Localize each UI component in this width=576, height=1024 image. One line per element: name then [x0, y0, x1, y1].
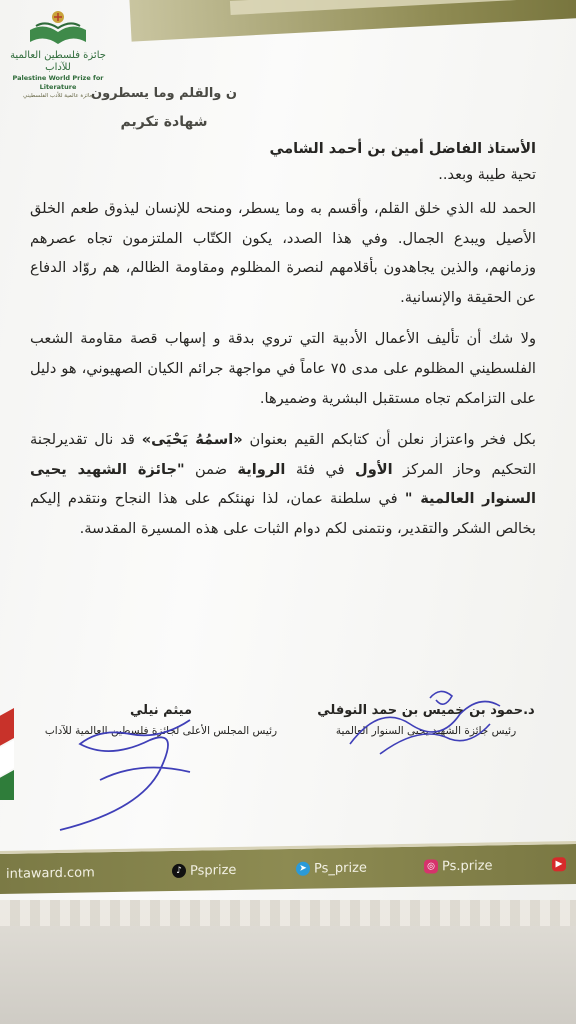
certificate-heading — [64, 80, 264, 136]
paragraph-2: ولا شك أن تأليف الأعمال الأدبية التي تروي بدقة و إسهاب قصة مقاومة الشعب الفلسطيني المظلوم على مدى ٧٥ عاماً في مواجهة جرائم الكيان الصهيوني، هو دليل على التزامكم تجاه مستقبل البشرية وضميرها. — [30, 330, 536, 407]
addressee-prefix: الأستاذ الفاضل — [428, 141, 536, 157]
telegram-icon: ➤ — [296, 862, 310, 876]
quran-verse: ن والقلم وما يسطرون — [91, 86, 237, 101]
signatory-name-right: د.حمود بن خميس بن حمد النوفلي — [317, 703, 535, 718]
prize-name: "جائزة الشهيد يحيى السنوار العالمية " — [30, 460, 536, 508]
addressee-name: أمين بن أحمد الشامي — [269, 141, 424, 157]
footer-tiktok[interactable] — [172, 862, 236, 878]
handwritten-signature-right — [340, 684, 510, 764]
instagram-handle: Ps.prize — [442, 857, 493, 874]
signatory-title-left: رئيس المجلس الأعلى لجائزة فلسطين العالمية للآداب — [44, 725, 278, 737]
logo-arabic-name: جائزة فلسطين العالمية للآداب — [10, 50, 106, 73]
p3-closing: في سلطنة عمان، لذا نهنئكم على هذا النجاح ونتقدم إليكم بخالص الشكر والتقدير، ونتمنى لكم دوام الثبات على هذه المسيرة المقدسة. — [30, 490, 536, 537]
p3-within: ضمن — [195, 460, 227, 478]
award-category: الرواية — [237, 460, 286, 478]
footer-telegram[interactable] — [296, 860, 367, 876]
footer-youtube[interactable] — [552, 857, 566, 871]
youtube-icon: ▶ — [552, 857, 566, 871]
telegram-handle: Ps_prize — [314, 860, 367, 877]
instagram-icon: ◎ — [424, 859, 438, 873]
paragraph-1: الحمد لله الذي خلق القلم، وأقسم به وما يسطر، ومنحه للإنسان ليذوق طعم الخلق الأصيل ويبدع الجمال. وفي هذا الصدد، يكون الكتّاب الملتزمون تجاه عصرهم وزمانهم، والذين يجاهدون بأقلامهم لنصرة المظلوم ومقاومة الظالم، هم روّاد الدفاع عن الحقيقة والإنسانية. — [30, 200, 536, 306]
addressee — [30, 136, 536, 162]
p3-category-label: في فئة — [295, 460, 345, 478]
tiktok-icon: ♪ — [172, 864, 186, 878]
book-title: «اسمُهُ يَحْيَى» — [141, 431, 243, 449]
website-text: intaward.com — [6, 864, 95, 882]
footer-contact-band — [0, 841, 576, 894]
signatory-name-left: ميثم نيلي — [129, 703, 193, 718]
signatory-title-right: رئيس جائزة الشهيد يحيى السنوار العالمية — [335, 725, 517, 737]
side-flag-mark — [0, 708, 14, 800]
logo-subtitle: جائزة عالمية للأدب الفلسطيني — [23, 93, 93, 99]
handwritten-signature-left — [40, 700, 210, 840]
tiktok-handle: Psprize — [190, 862, 237, 879]
footer-website[interactable] — [6, 865, 95, 882]
book-emblem-icon — [26, 8, 90, 50]
paragraph-3 — [30, 425, 536, 543]
award-place: الأول — [355, 460, 393, 478]
greeting: تحية طيبة وبعد.. — [438, 167, 536, 183]
p3-jury: قد نال تقديرلجنة التحكيم وحاز المركز — [30, 431, 537, 478]
p3-intro: بكل فخر واعتزاز نعلن أن كتابكم القيم بعنوان — [249, 431, 536, 449]
logo-english-name: Palestine World Prize for Literature — [12, 74, 104, 91]
letter-body — [30, 136, 536, 556]
certificate-title: شهادة تكريم — [120, 114, 208, 130]
footer-instagram[interactable] — [424, 858, 493, 874]
